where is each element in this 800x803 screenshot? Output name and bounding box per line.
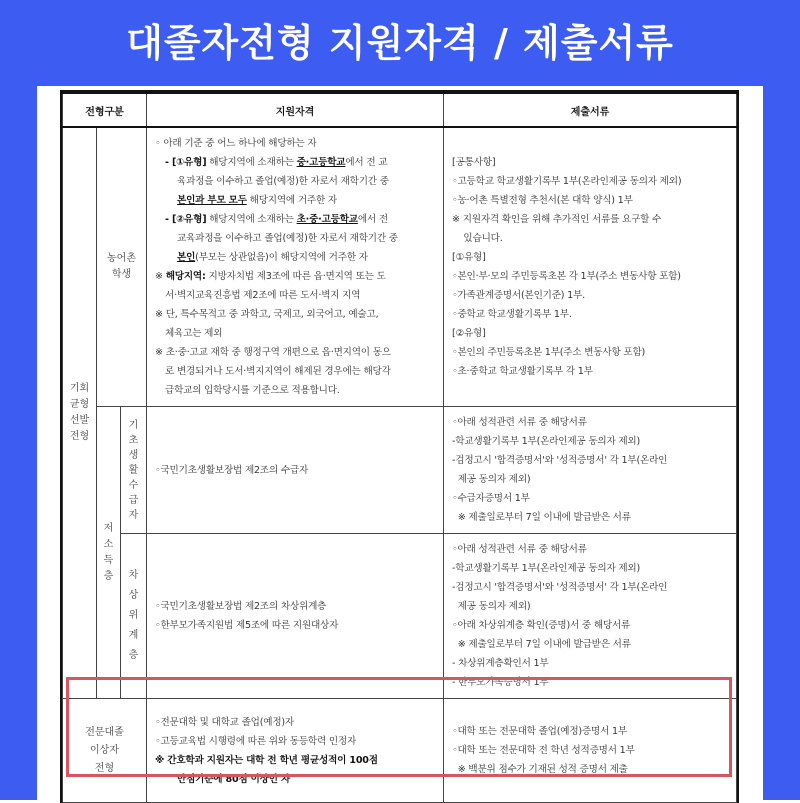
basic-doc-line: ◦수급자증명서 1부	[452, 493, 530, 504]
near-poor-doc-line: ※ 제출일로부터 7일 이내에 발급받은 서류	[452, 639, 631, 650]
type2-line3-rest: (부모는 상관없음)이 해당지역에 거주한 자	[195, 252, 368, 263]
low-income-label: 저 소 득 층	[97, 407, 121, 699]
junior-college-label: 전문대졸 이상자 전형	[63, 699, 147, 803]
basic-doc-line: -검정고시 '합격증명서'와 '성적증명서' 각 1부(온라인	[452, 455, 668, 466]
page-title: 대졸자전형 지원자격 / 제출서류	[126, 21, 674, 65]
type1-text-b: 에서 전 교	[345, 157, 388, 168]
jc-qual-note-line2: 만점기준에 80점 이상인 자	[177, 773, 291, 785]
rural-type1-line2: 육과정을 이수하고 졸업(예정)한 자로서 재학기간 중	[177, 176, 389, 187]
type1-line3-rest: 해당지역에 거주한 자	[246, 195, 337, 206]
jc-doc-line: ※ 백분위 점수가 기재된 성적 증명서 제출	[452, 764, 628, 775]
basic-doc-line: ◦아래 성적관련 서류 중 해당서류	[452, 417, 587, 428]
rural-qualification	[147, 127, 444, 407]
left-border-band	[0, 86, 37, 800]
group-label-opportunity: 기회 균형 선발 전형	[63, 127, 97, 699]
jc-doc-line: ◦대학 또는 전문대학 졸업(예정)증명서 1부	[452, 726, 627, 737]
junior-college-documents	[444, 699, 737, 803]
rural-note3-line2: 로 변경되거나 도서·벽지지역이 해제된 경우에는 해당각	[165, 366, 391, 377]
rural-note3-line3: 급학교의 입학당시를 기준으로 적용합니다.	[165, 385, 340, 396]
table-row-junior-college	[63, 699, 737, 803]
near-poor-qualification	[147, 534, 444, 699]
basic-doc-line: 제공 동의자 제외)	[452, 474, 531, 485]
type1-label: - [①유형]	[165, 157, 207, 168]
rural-doc-line: [①유형]	[452, 252, 486, 263]
jc-doc-line: ◦대학 또는 전문대학 전 학년 성적증명서 1부	[452, 745, 635, 756]
rural-doc-line: [②유형]	[452, 328, 486, 339]
basic-livelihood-documents	[444, 407, 737, 534]
rural-doc-line: ◦가족관계증명서(본인기준) 1부.	[452, 290, 585, 301]
rural-type1-line3	[155, 191, 437, 210]
type1-school: 중·고등학교	[296, 157, 346, 168]
jc-qual-note-line1: ※ 간호학과 지원자는 대학 전 학년 평균성적이 100점	[155, 754, 378, 766]
rural-type1-line1	[155, 153, 437, 172]
type1-text-a: 해당지역에 소재하는	[206, 157, 297, 168]
rural-qual-intro: ◦ 아래 기준 중 어느 하나에 해당하는 자	[155, 138, 317, 149]
rural-label: 농어촌 학생	[97, 127, 147, 407]
table-row-near-poor	[63, 534, 737, 699]
header-qualification: 지원자격	[147, 93, 444, 127]
rural-type2-line3	[155, 248, 437, 267]
right-border-band	[763, 86, 800, 800]
rural-documents	[444, 127, 737, 407]
rural-note1-line2: 서·벽지교육진흥법 제2조에 따른 도서·벽지 지역	[165, 290, 361, 301]
basic-livelihood-qualification	[147, 407, 444, 534]
type2-text-b: 에서 전	[357, 214, 388, 225]
near-poor-doc-line: 제공 동의자 제외)	[452, 601, 531, 612]
type2-label: - [②유형]	[165, 214, 207, 225]
rural-doc-line: ◦농·어촌 특별전형 추천서(본 대학 양식) 1부	[452, 195, 633, 206]
near-poor-doc-line: - 한부모가족증명서 1부	[452, 677, 549, 688]
table-header-row	[63, 93, 737, 127]
rural-doc-line: ◦초·중학교 학교생활기록부 각 1부	[452, 366, 593, 377]
rural-note2-line2: 체육고는 제외	[165, 328, 223, 339]
rural-note2-line1: ※ 단, 특수목적고 중 과학고, 국제고, 외국어고, 예술고,	[155, 309, 379, 320]
jc-qual-line1: ◦전문대학 및 대학교 졸업(예정)자	[155, 716, 295, 728]
type2-school: 초·중·고등학교	[296, 214, 358, 225]
rural-type2-line2: 교육과정을 이수하고 졸업(예정)한 자로서 재학기간 중	[177, 233, 398, 244]
note1-text: 지방자치법 제3조에 따른 읍·면지역 또는 도	[205, 271, 386, 282]
rural-doc-line: ※ 지원자격 확인을 위해 추가적인 서류를 요구할 수	[452, 214, 662, 225]
table-row-rural	[63, 127, 737, 407]
rural-doc-line: 있습니다.	[452, 233, 503, 244]
near-poor-doc-line: - 차상위계층확인서 1부	[452, 658, 549, 669]
near-poor-doc-line: ◦아래 성적관련 서류 중 해당서류	[452, 544, 587, 555]
rural-doc-line: ◦본인의 주민등록초본 1부(주소 변동사항 포함)	[452, 347, 646, 358]
rural-doc-line: ◦본인·부·모의 주민등록초본 각 1부(주소 변동사항 포함)	[452, 271, 681, 282]
basic-doc-line: ※ 제출일로부터 7일 이내에 발급받은 서류	[452, 512, 631, 523]
near-poor-doc-line: -검정고시 '합격증명서'와 '성적증명서' 각 1부(온라인	[452, 582, 668, 593]
near-poor-doc-line: ◦아래 차상위계층 확인(증명)서 중 해당서류	[452, 620, 631, 631]
near-poor-qual-line: ◦한부모가족지원법 제5조에 따른 지원대상자	[155, 620, 339, 631]
note1-mark: ※	[155, 271, 166, 282]
rural-doc-line: ◦고등학교 학교생활기록부 1부(온라인제공 동의자 제외)	[452, 176, 682, 187]
jc-qual-line2: ◦고등교육법 시행령에 따른 위와 동등학력 인정자	[155, 735, 357, 747]
junior-college-qualification	[147, 699, 444, 803]
type2-resident: 본인	[177, 252, 196, 263]
near-poor-doc-line: -학교생활기록부 1부(온라인제공 동의자 제외)	[452, 563, 641, 574]
header-documents: 제출서류	[444, 93, 737, 127]
type1-resident: 본인과 부모 모두	[177, 195, 247, 206]
basic-qual-line: ◦국민기초생활보장법 제2조의 수급자	[155, 464, 309, 476]
rural-note1-line1	[155, 267, 437, 286]
table-row-basic-livelihood	[63, 407, 737, 534]
admission-table	[62, 92, 737, 803]
type2-text-a: 해당지역에 소재하는	[206, 214, 297, 225]
basic-doc-line: -학교생활기록부 1부(온라인제공 동의자 제외)	[452, 436, 641, 447]
rural-doc-line: [공통사항]	[452, 157, 496, 168]
rural-type2-line1	[155, 210, 437, 229]
rural-note3-line1: ※ 초·중·고교 재학 중 행정구역 개편으로 읍·면지역이 동으	[155, 347, 391, 358]
near-poor-label: 차 상 위 계 층	[121, 534, 147, 699]
rural-doc-line: ◦중학교 학교생활기록부 1부.	[452, 309, 572, 320]
header-category: 전형구분	[63, 93, 147, 127]
near-poor-qual-line: ◦국민기초생활보장법 제2조의 차상위계층	[155, 601, 327, 612]
near-poor-documents	[444, 534, 737, 699]
note1-label: 해당지역:	[165, 271, 206, 282]
basic-livelihood-label: 기 초 생 활 수 급 자	[121, 407, 147, 534]
